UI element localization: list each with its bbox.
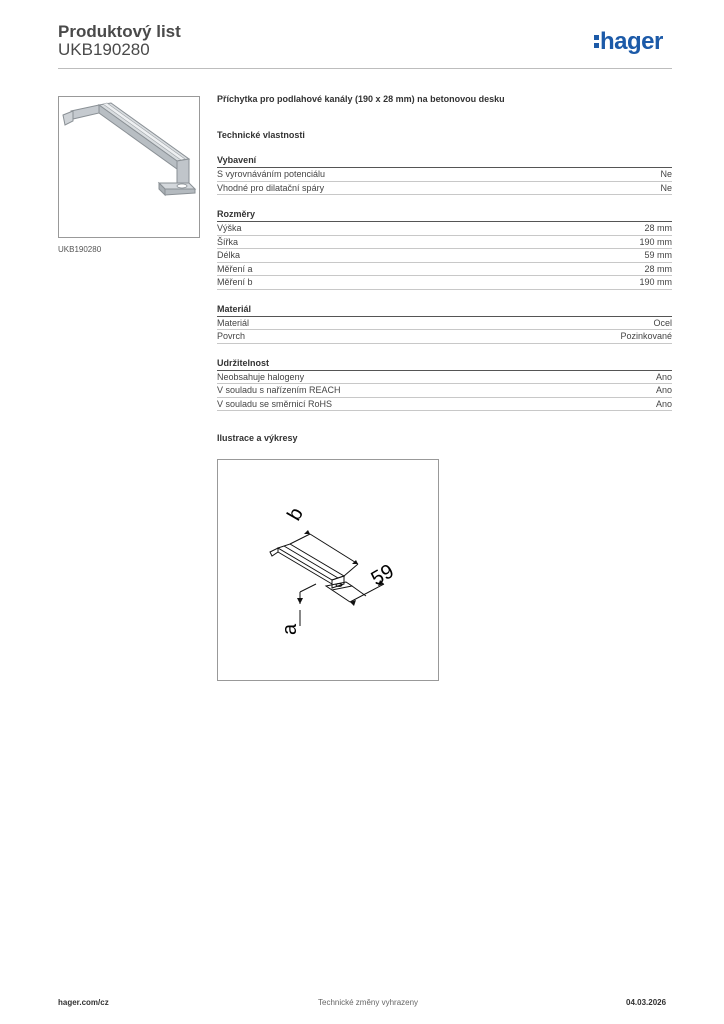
property-value: Ano <box>655 371 672 382</box>
property-row <box>217 330 672 344</box>
property-label: S vyrovnáváním potenciálu <box>217 169 326 179</box>
property-label: Materiál <box>217 317 250 328</box>
product-photo-icon <box>59 97 199 237</box>
property-label: Vhodné pro dilatační spáry <box>217 182 325 193</box>
property-value: Ano <box>655 385 672 395</box>
property-value: Pozinkované <box>620 331 672 341</box>
hager-logo <box>594 28 663 56</box>
property-value: Ocel <box>653 317 672 328</box>
logo-text: hager <box>600 28 663 55</box>
property-value: 190 mm <box>639 277 672 287</box>
property-row <box>217 371 672 385</box>
property-row <box>217 317 672 331</box>
footer-date: 04.03.2026 <box>626 998 667 1007</box>
dim-label-59: 59 <box>367 560 398 591</box>
tech-properties-title: Technické vlastnosti <box>217 130 305 140</box>
property-row <box>217 384 672 398</box>
group-title: Udržitelnost <box>217 358 672 371</box>
dim-label-b: b <box>283 503 308 525</box>
header-divider <box>58 68 672 69</box>
property-label: Délka <box>217 250 241 260</box>
property-value: 59 mm <box>644 250 672 260</box>
property-label: Výška <box>217 223 242 233</box>
group-title: Vybavení <box>217 155 672 168</box>
property-row <box>217 236 672 250</box>
properties-groups <box>217 155 672 411</box>
property-label: Měření a <box>217 263 253 274</box>
property-value: 28 mm <box>644 263 672 274</box>
property-row <box>217 398 672 412</box>
property-row <box>217 182 672 196</box>
group-title: Rozměry <box>217 209 672 222</box>
property-row <box>217 276 672 290</box>
property-row <box>217 222 672 236</box>
group-title: Materiál <box>217 304 672 317</box>
property-row <box>217 249 672 263</box>
property-label: Měření b <box>217 277 253 287</box>
property-label: V souladu se směrnicí RoHS <box>217 398 333 409</box>
property-value: Ano <box>655 398 672 409</box>
product-details <box>217 94 672 443</box>
product-description: Příchytka pro podlahové kanály (190 x 28 mm) na betonovou desku <box>217 94 505 104</box>
footer-notice: Technické změny vyhrazeny <box>318 998 419 1007</box>
logo-dots-icon <box>594 31 600 49</box>
product-code: UKB190280 <box>58 40 150 59</box>
property-value: 190 mm <box>639 236 672 247</box>
property-label: Povrch <box>217 331 246 341</box>
property-row <box>217 168 672 182</box>
property-value: Ne <box>660 182 672 193</box>
property-label: V souladu s nařízením REACH <box>217 385 341 395</box>
page-title: Produktový list <box>58 22 181 41</box>
property-row <box>217 263 672 277</box>
property-value: 28 mm <box>644 223 672 233</box>
illustrations-title: Ilustrace a výkresy <box>217 433 298 443</box>
property-label: Neobsahuje halogeny <box>217 371 305 382</box>
property-label: Šířka <box>217 236 239 247</box>
product-image <box>58 96 200 238</box>
product-image-caption: UKB190280 <box>58 245 102 254</box>
technical-drawing <box>217 459 439 681</box>
property-value: Ne <box>660 169 672 179</box>
dim-label-a: a <box>279 623 301 635</box>
footer-website[interactable]: hager.com/cz <box>58 998 109 1007</box>
dimension-drawing-icon <box>218 460 438 680</box>
